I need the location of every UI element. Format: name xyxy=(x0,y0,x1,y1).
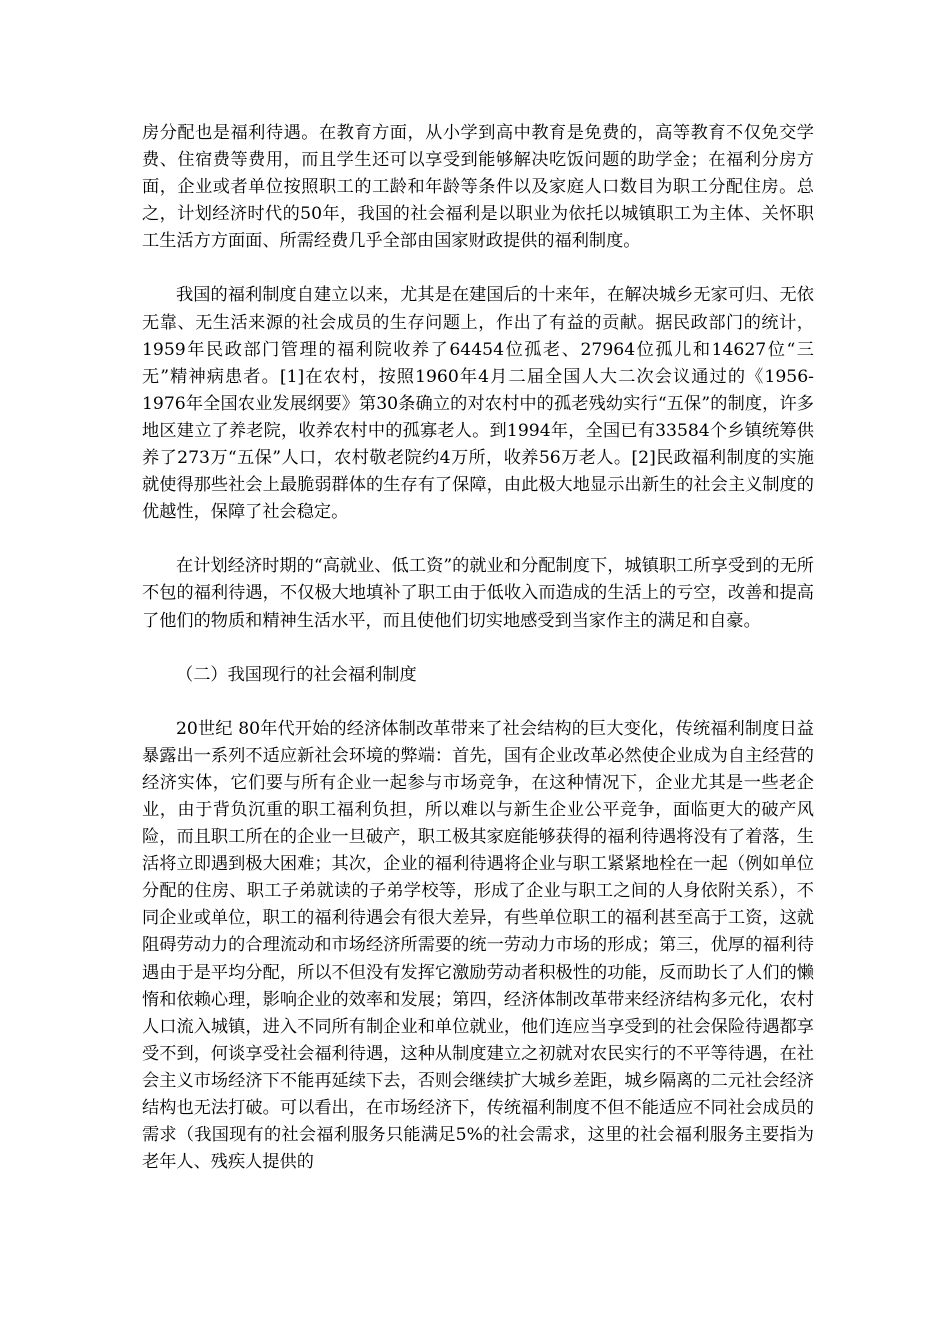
paragraph-planned-economy-welfare: 在计划经济时期的“高就业、低工资”的就业和分配制度下，城镇职工所享受到的无所不包的福利待遇，不仅极大地填补了职工由于低收入而造成的生活上的亏空，改善和提高了他们的物质和精神生活水平，而且使他们切实地感受到当家作主的满足和自豪。 xyxy=(142,556,814,631)
paragraph-welfare-housing-education: 房分配也是福利待遇。在教育方面，从小学到高中教育是免费的，高等教育不仅免交学费、住宿费等费用，而且学生还可以享受到能够解决吃饭问题的助学金；在福利分房方面，企业或者单位按照职工的工龄和年龄等条件以及家庭人口数目为职工分配住房。总之，计划经济时代的50年，我国的社会福利是以职业为依托以城镇职工为主体、关怀职工生活方方面面、所需经费几乎全部由国家财政提供的福利制度。 xyxy=(142,123,814,252)
document-page xyxy=(142,120,814,1176)
section-heading: （二）我国现行的社会福利制度 xyxy=(176,664,417,685)
paragraph-reform-drawbacks: 20世纪 80年代开始的经济体制改革带来了社会结构的巨大变化，传统福利制度日益暴露出一系列不适应新社会环境的弊端：首先，国有企业改革必然使企业成为自主经营的经济实体，它们要与所有企业一起参与市场竞争，在这种情况下，企业尤其是一些老企业，由于背负沉重的职工福利负担，所以难以与新生企业公平竞争，面临更大的破产风险，而且职工所在的企业一旦破产，职工极其家庭能够获得的福利待遇将没有了着落，生活将立即遇到极大困难；其次，企业的福利待遇将企业与职工紧紧地栓在一起（例如单位分配的住房、职工子弟就读的子弟学校等，形成了企业与职工之间的人身依附关系），不同企业或单位，职工的福利待遇会有很大差异，有些单位职工的福利甚至高于工资，这就阻碍劳动力的合理流动和市场经济所需要的统一劳动力市场的形成；第三，优厚的福利待遇由于是平均分配，所以不但没有发挥它激励劳动者积极性的功能，反而助长了人们的懒惰和依赖心理，影响企业的效率和发展；第四，经济体制改革带来经济结构多元化，农村人口流入城镇，进入不同所有制企业和单位就业，他们连应当享受到的社会保险待遇都享受不到，何谈享受社会福利待遇，这种从制度建立之初就对农民实行的不平等待遇，在社会主义市场经济下不能再延续下去，否则会继续扩大城乡差距，城乡隔离的二元社会经济结构也无法打破。可以看出，在市场经济下，传统福利制度不但不能适应不同社会成员的需求（我国现有的社会福利服务只能满足5%的社会需求，这里的社会福利服务主要指为老年人、残疾人提供的 xyxy=(142,718,814,1173)
paragraph-welfare-contribution: 我国的福利制度自建立以来，尤其是在建国后的十来年，在解决城乡无家可归、无依无靠、无生活来源的社会成员的生存问题上，作出了有益的贡献。据民政部门的统计，1959年民政部门管理的福利院收养了64454位孤老、27964位孤儿和14627位“三无”精神病患者。[1]在农村，按照1960年4月二届全国人大二次会议通过的《1956-1976年全国农业发展纲要》第30条确立的对农村中的孤老残幼实行“五保”的制度，许多地区建立了养老院，收养农村中的孤寡老人。到1994年，全国已有33584个乡镇统筹供养了273万“五保”人口，农村敬老院约4万所，收养56万老人。[2]民政福利制度的实施就使得那些社会上最脆弱群体的生存有了保障，由此极大地显示出新生的社会主义制度的优越性，保障了社会稳定。 xyxy=(142,285,814,523)
